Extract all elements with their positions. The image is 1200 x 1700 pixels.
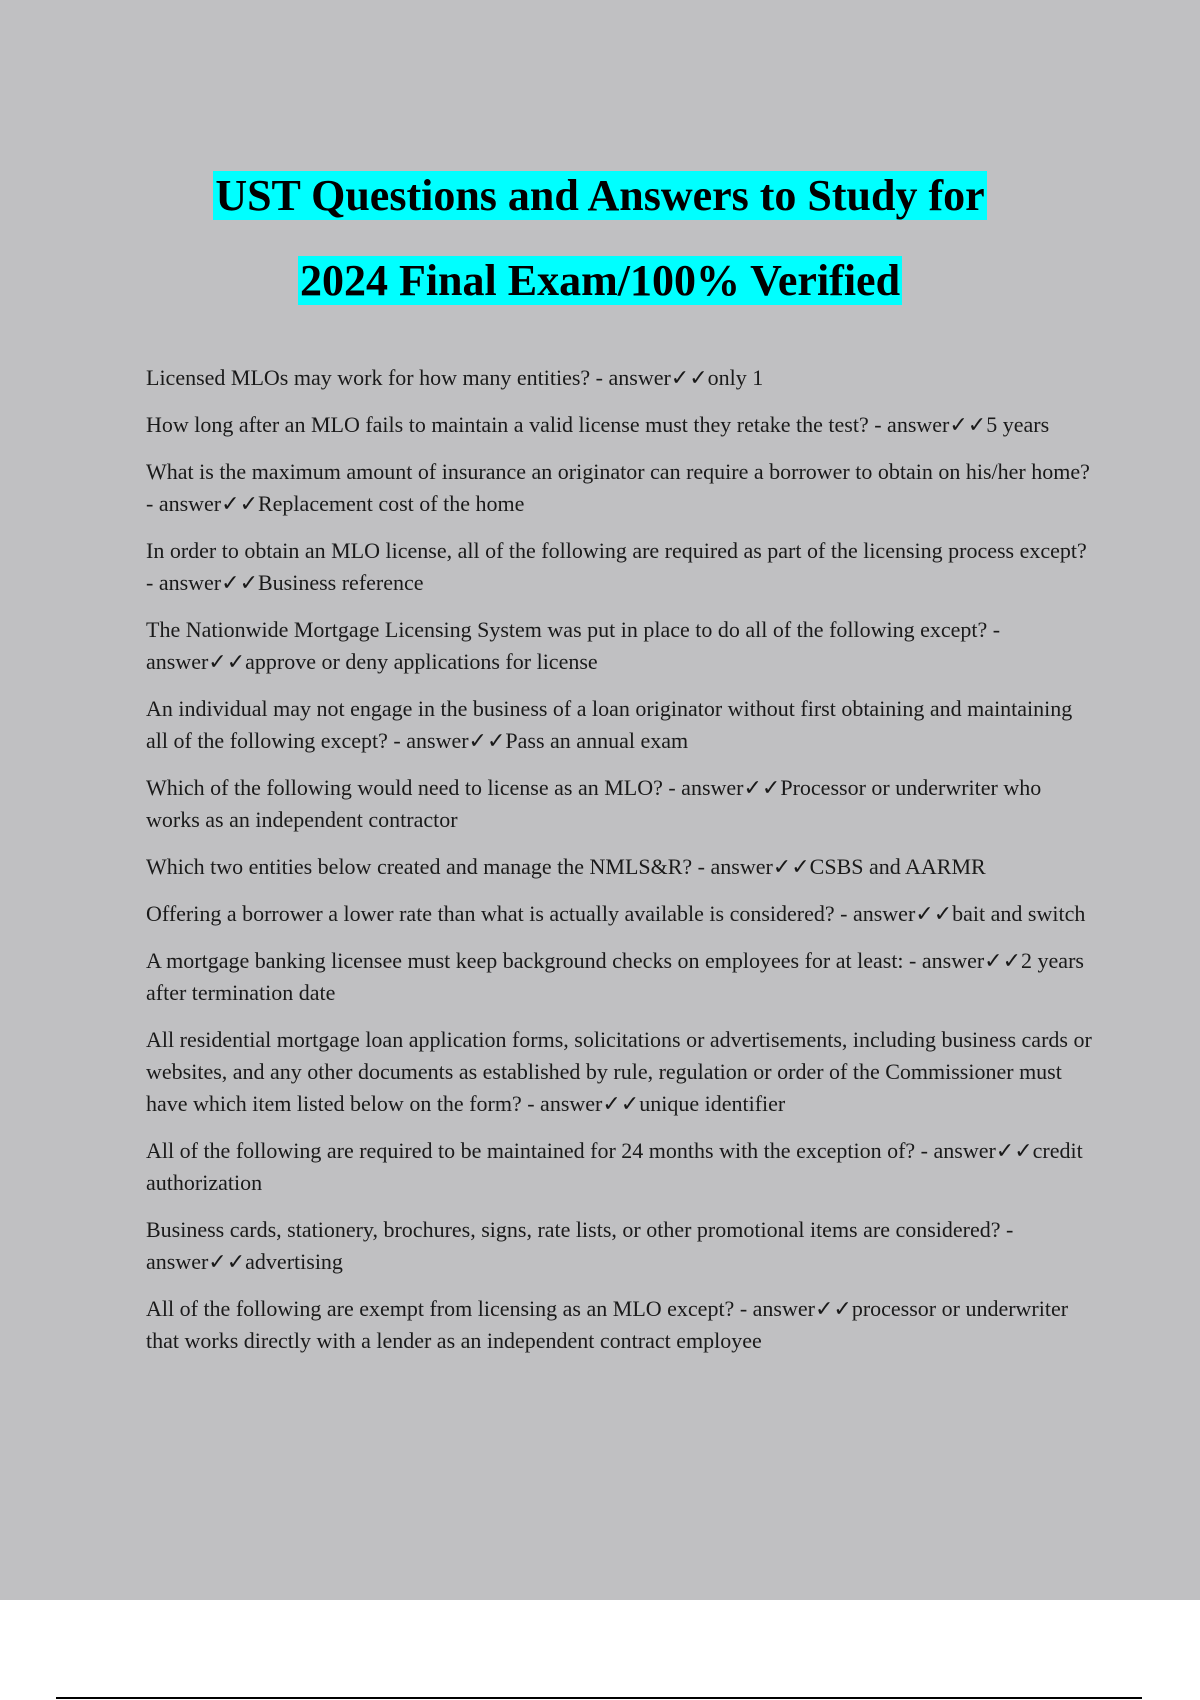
qa-item: An individual may not engage in the business of a loan originator without first obtaining and maintaining all of the following except? - answer✓✓Pass an annual exam xyxy=(146,696,1073,753)
title-line-1 xyxy=(0,165,1200,250)
qa-item: In order to obtain an MLO license, all of the following are required as part of the licensing process except? - answer✓✓Business reference xyxy=(146,538,1087,595)
document-title xyxy=(0,165,1200,335)
qa-item: What is the maximum amount of insurance an originator can require a borrower to obtain on his/her home? - answer✓✓Replacement cost of the home xyxy=(146,459,1090,516)
qa-item: Which two entities below created and manage the NMLS&R? - answer✓✓CSBS and AARMR xyxy=(146,854,986,879)
qa-item: All of the following are exempt from licensing as an MLO except? - answer✓✓processor or underwriter that works directly with a lender as an independent contract employee xyxy=(146,1296,1069,1353)
qa-item: A mortgage banking licensee must keep background checks on employees for at least: - answer✓✓2 years after termination date xyxy=(146,948,1084,1005)
page-bottom-margin xyxy=(0,1600,1200,1700)
qa-item: Business cards, stationery, brochures, signs, rate lists, or other promotional items are considered? - answer✓✓advertising xyxy=(146,1217,1014,1274)
title-line-2-text: 2024 Final Exam/100% Verified xyxy=(299,256,901,305)
qa-item: Offering a borrower a lower rate than what is actually available is considered? - answer✓✓bait and switch xyxy=(146,901,1086,926)
qa-item: Licensed MLOs may work for how many entities? - answer✓✓only 1 xyxy=(146,365,764,390)
footer-divider xyxy=(56,1697,1142,1699)
title-line-2 xyxy=(0,250,1200,335)
qa-list xyxy=(146,362,1092,1372)
qa-item: Which of the following would need to license as an MLO? - answer✓✓Processor or underwriter who works as an independent contractor xyxy=(146,775,1042,832)
qa-item: How long after an MLO fails to maintain a valid license must they retake the test? - answer✓✓5 years xyxy=(146,412,1050,437)
qa-item: All residential mortgage loan application forms, solicitations or advertisements, including business cards or websites, and any other documents as established by rule, regulation or order of the Commissioner must have which item listed below on the form? - answer✓✓unique identifier xyxy=(146,1027,1092,1116)
qa-item: All of the following are required to be maintained for 24 months with the exception of? - answer✓✓credit authorization xyxy=(146,1138,1083,1195)
title-line-1-text: UST Questions and Answers to Study for xyxy=(215,171,985,220)
qa-item: The Nationwide Mortgage Licensing System was put in place to do all of the following except? - answer✓✓approve or deny applications for license xyxy=(146,617,1001,674)
